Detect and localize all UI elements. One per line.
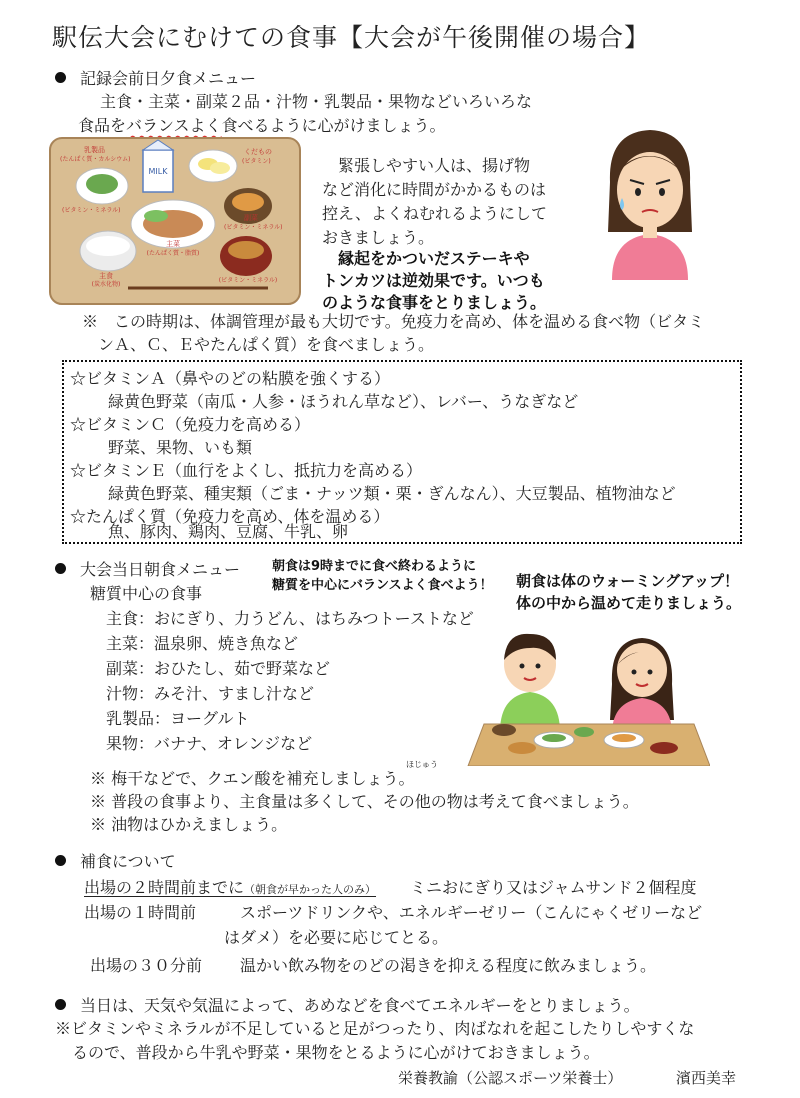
note-line: ※ この時期は、体調管理が最も大切です。免疫力を高め、体を温める食べ物（ビタミ (82, 312, 705, 331)
author-name: 濱西美幸 (676, 1069, 737, 1087)
dinner-tray-illustration (48, 136, 302, 306)
side-text: 緊張しやすい人は、揚げ物 (338, 156, 531, 175)
warning-text: のような食事をとりましょう。 (322, 293, 547, 312)
label-fruit-sub: (ビタミン) (242, 158, 271, 165)
bullet-icon (55, 999, 66, 1010)
vitamin-c-name: ☆ビタミンＣ（免疫力を高める） (70, 415, 311, 434)
dish-icon (650, 742, 678, 754)
protein-foods: 魚、豚肉、鶏肉、豆腐、牛乳、卵 (108, 522, 349, 541)
label-side2-sub: (ビタミン・ミネラル) (224, 224, 283, 231)
label-fruit: くだもの (244, 148, 272, 156)
intro-line: 主食・主菜・副菜２品・汁物・乳製品・果物などいろいろな (100, 92, 533, 111)
vitamin-a-name: ☆ビタミンＡ（鼻やのどの粘膜を強くする） (70, 369, 391, 388)
warmup-callout: 朝食は体のウォーミングアップ！ (516, 572, 740, 590)
side-text: など消化に時間がかかるものは (322, 180, 547, 199)
shirt (612, 234, 688, 280)
ruby-text: ほじゅう (406, 760, 438, 769)
side-text: おきましょう。 (322, 228, 435, 247)
breakfast-callout: 糖質を中心にバランスよく食べよう！ (272, 578, 493, 593)
vitamin-e-foods: 緑黄色野菜、種実類（ごま・ナッツ類・栗・ぎんなん）、大豆製品、植物油など (108, 484, 676, 503)
emphasis-balance: バランスよく (126, 116, 222, 135)
salad-icon (574, 727, 594, 737)
author-role: 栄養教諭（公認スポーツ栄養士） (398, 1069, 623, 1087)
breakfast-item: 副菜：おひたし、茹で野菜など (106, 659, 331, 678)
breakfast-item: 主菜：温泉卵、焼き魚など (106, 634, 299, 653)
breakfast-item: 主食：おにぎり、力うどん、はちみつトーストなど (106, 609, 474, 628)
label-main: 主菜 (166, 240, 180, 248)
breakfast-subheading: 糖質中心の食事 (90, 584, 203, 603)
snack-row-30m-label: 出場の３０分前 (90, 956, 203, 975)
bullet-icon (55, 563, 66, 574)
closing-note: ※ビタミンやミネラルが不足していると足がつったり、肉ばなれを起こしたりしやすくな (55, 1019, 695, 1038)
vitamin-box (62, 360, 742, 544)
snack-row-1h-text: はダメ）を必要に応じてとる。 (224, 928, 449, 947)
vitamin-c-foods: 野菜、果物、いも類 (108, 438, 253, 457)
warmup-callout: 体の中から温めて走りましょう。 (516, 594, 742, 612)
nervous-girl-illustration (598, 122, 702, 280)
breakfast-callout: 朝食は9時までに食べ終わるように (272, 559, 477, 574)
girl-face (617, 643, 667, 697)
label-side1-sub: (ビタミン・ミネラル) (62, 207, 121, 214)
milk-label: MILK (148, 167, 168, 176)
snack-row-30m-text: 温かい飲み物をのどの渇きを抑える程度に飲みましょう。 (240, 956, 657, 975)
page-title: 駅伝大会にむけての食事【大会が午後開催の場合】 (52, 23, 651, 52)
breakfast-note: ※ 梅干などで、クエン酸を補充しましょう。 (90, 769, 415, 788)
bullet-icon (55, 72, 66, 83)
section-heading-snacks: 補食について (55, 849, 176, 872)
side-text: 控え、よくねむれるようにして (322, 204, 547, 223)
intro-line: 食品をバランスよく食べるように心がけましょう。 (78, 116, 446, 135)
label-main-sub: (たんぱく質・脂質) (146, 250, 200, 257)
breakfast-kids-illustration (464, 624, 710, 766)
warning-text: 縁起をかついだステーキや (338, 249, 530, 268)
bowl-icon (492, 724, 516, 736)
bullet-icon (55, 855, 66, 866)
snack-row-2h-text: ミニおにぎり又はジャムサンド２個程度 (410, 878, 697, 897)
protein-name: ☆たんぱく質（免疫力を高め、体を温める） (70, 507, 390, 526)
note-line: ンＡ、Ｃ、Ｅやたんぱく質）を食べましょう。 (98, 335, 435, 354)
eye-icon (635, 188, 641, 196)
label-side2: 副菜 (244, 214, 258, 222)
section-heading-breakfast: 大会当日朝食メニュー (55, 557, 240, 580)
warning-text: トンカツは逆効果です。いつも (322, 271, 545, 290)
eye-icon (659, 188, 665, 196)
closing-note: るので、普段から牛乳や野菜・果物をとるように心がけておきましょう。 (72, 1043, 600, 1062)
label-staple-sub: (炭水化物) (91, 281, 121, 288)
vitamin-a-foods: 緑黄色野菜（南瓜・人参・ほうれん草など）、レバー、うなぎなど (108, 392, 579, 411)
breakfast-item: 汁物：みそ汁、すまし汁など (106, 684, 315, 703)
label-dairy-sub: (たんぱく質・カルシウム) (60, 156, 131, 163)
breakfast-note: ※ 普段の食事より、主食量は多くして、その他の物は考えて食べましょう。 (90, 792, 639, 811)
vitamin-e-name: ☆ビタミンＥ（血行をよくし、抵抗力を高める） (70, 461, 423, 480)
label-dairy: 乳製品 (84, 146, 105, 154)
breakfast-item: 乳製品：ヨーグルト (106, 709, 250, 728)
breakfast-item: 果物：バナナ、オレンジなど (106, 734, 313, 753)
snack-row-1h-label: 出場の１時間前 (84, 903, 197, 922)
label-staple: 主食 (99, 272, 113, 280)
snack-row-2h-label: 出場の２時間前までに（朝食が早かった人のみ） (84, 878, 377, 897)
breakfast-note: ※ 油物はひかえましょう。 (90, 815, 288, 834)
label-soup-sub: (ビタミン・ミネラル) (218, 277, 278, 284)
snack-row-1h-text: スポーツドリンクや、エネルギーゼリー（こんにゃくゼリーなど (240, 903, 703, 922)
section-heading-dinner: 記録会前日夕食メニュー (55, 66, 256, 89)
closing-line: 当日は、天気や気温によって、あめなどを食べてエネルギーをとりましょう。 (55, 993, 640, 1016)
dish-icon (508, 742, 536, 754)
